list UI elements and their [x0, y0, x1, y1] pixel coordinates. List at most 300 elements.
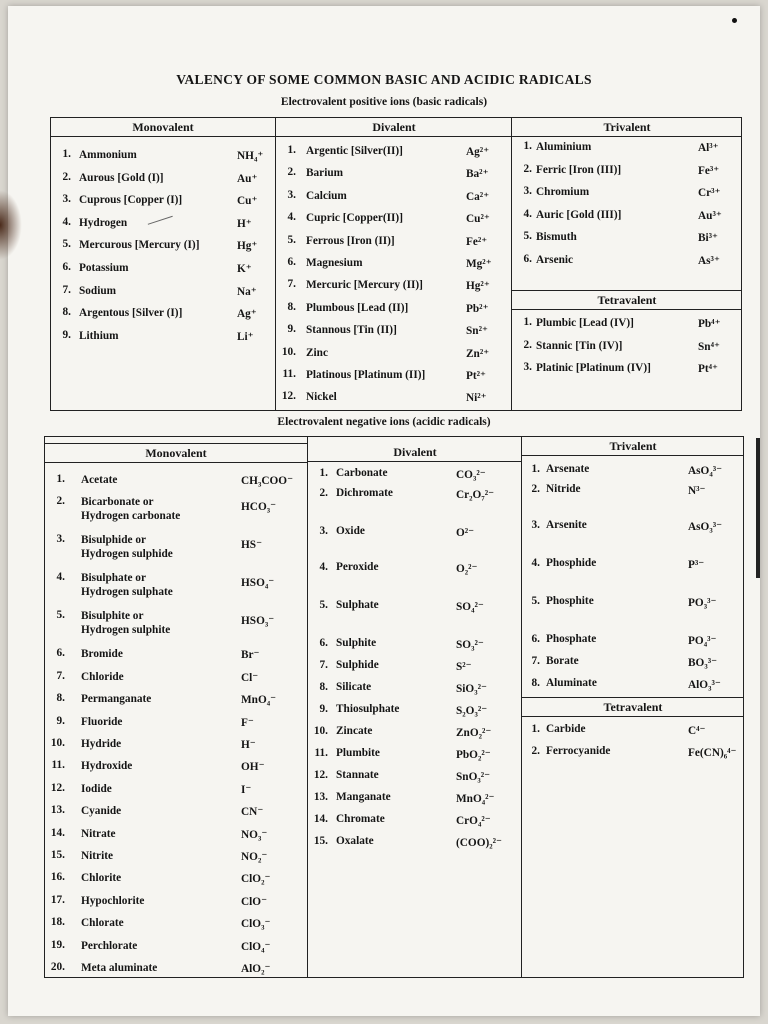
row-number: 4. [287, 211, 296, 224]
table-row [51, 329, 275, 352]
ion-name [79, 329, 119, 343]
row-number: 8. [287, 300, 296, 313]
ion-formula: Sn⁴⁺ [698, 340, 720, 353]
row-number: 7. [62, 283, 71, 296]
row-number: 11. [282, 368, 296, 380]
row-number: 4. [531, 557, 540, 569]
ion-name-line: Nitrate [81, 827, 116, 840]
ion-name-line: Stannic [Tin (IV)] [536, 339, 623, 352]
table-row [308, 487, 522, 507]
ion-name: Sulphite [336, 637, 377, 649]
ion-name-line: Perchlorate [81, 939, 138, 952]
ion-name [536, 140, 591, 154]
row-number: 5. [56, 609, 65, 622]
ion-name: Aluminate [546, 677, 597, 689]
table-row [308, 835, 522, 855]
row-number: 1. [531, 463, 540, 475]
row-number: 2. [62, 170, 71, 183]
ion-name: Stannate [336, 769, 379, 781]
ion-name [536, 316, 634, 330]
ion-formula: Na⁺ [237, 285, 257, 298]
ion-name-line: Fluoride [81, 715, 123, 728]
row-number: 11. [51, 759, 65, 772]
row-number: 3. [62, 193, 71, 206]
ion-name [536, 185, 589, 199]
ion-name: Carbide [546, 723, 586, 735]
ion-name-line: Auric [Gold (III)] [536, 208, 622, 221]
ion-name [536, 230, 577, 244]
row-number: 5. [531, 595, 540, 607]
table-row [276, 256, 512, 278]
ion-formula: Bi³⁺ [698, 232, 719, 245]
table-row [45, 827, 307, 849]
ion-name: Arsenite [546, 519, 587, 531]
ion-name: Sulphate [336, 599, 379, 611]
row-number: 10. [313, 725, 328, 737]
table-row [45, 571, 307, 609]
ion-formula: ClO⁻ [241, 895, 268, 908]
ion-name [306, 278, 423, 292]
table-row [512, 140, 742, 163]
ion-formula: MnO₄⁻ [241, 694, 277, 707]
negative-ions-subtitle: Electrovalent negative ions (acidic radicals) [277, 416, 491, 428]
row-number: 12. [281, 390, 296, 403]
table-row [45, 715, 307, 737]
row-number: 8. [62, 306, 71, 319]
table-row [276, 144, 512, 166]
ion-name-line: Ferrous [Iron (II)] [306, 234, 395, 247]
ion-formula: Pt²⁺ [466, 370, 487, 382]
ion-name: Ferrocyanide [546, 745, 611, 757]
ion-formula: CN⁻ [241, 806, 264, 819]
ion-formula: SO₄²⁻ [456, 601, 484, 613]
ion-name: Phosphate [546, 633, 597, 645]
row-number: 8. [531, 677, 540, 689]
table-row [522, 745, 744, 765]
ion-formula: S²⁻ [456, 661, 472, 673]
row-number: 1. [287, 144, 296, 156]
ion-name [81, 533, 173, 561]
ion-name-line: Bismuth [536, 231, 577, 244]
table-row [308, 659, 522, 679]
ion-name-line: Chlorite [81, 872, 122, 885]
ion-name [536, 361, 651, 375]
table-row [51, 306, 275, 329]
ion-name-line: Arsenic [536, 254, 574, 266]
table-row [45, 759, 307, 781]
row-number: 10. [281, 345, 296, 358]
ion-formula: ClO₄⁻ [241, 940, 271, 953]
page-shadow [0, 190, 22, 260]
row-number: 1. [56, 473, 65, 485]
ion-name [81, 692, 151, 706]
page-title: VALENCY OF SOME COMMON BASIC AND ACIDIC RADICALS [176, 72, 592, 87]
positive-ions-subtitle: Electrovalent positive ions (basic radicals) [280, 96, 488, 108]
table-row [308, 599, 522, 619]
ion-formula: Cu²⁺ [466, 213, 490, 226]
ion-name [536, 339, 622, 353]
ion-name-line: Permanganate [81, 693, 152, 706]
table-row [512, 339, 742, 362]
ion-name-line: Cupric [Copper(II)] [306, 212, 403, 225]
row-number: 3. [56, 533, 65, 546]
ink-dot [732, 18, 737, 23]
column-heading: Monovalent [45, 443, 307, 463]
ion-formula: F⁻ [241, 716, 254, 729]
ion-formula: Ag²⁺ [466, 146, 490, 158]
ion-formula: (COO)₂²⁻ [456, 837, 502, 849]
positive-ions-table [50, 117, 742, 411]
ion-name [306, 166, 343, 180]
ion-name-line: Stannous [Tin (II)] [306, 324, 397, 337]
ion-formula: Hg²⁺ [466, 280, 490, 293]
ion-name [81, 670, 124, 684]
ion-name-line: Cuprous [Copper (I)] [79, 194, 183, 207]
positive-trivalent-column [511, 118, 742, 410]
ion-name [79, 261, 129, 275]
row-number: 5. [287, 233, 296, 246]
ion-name [306, 234, 395, 248]
ion-formula: O₂²⁻ [456, 563, 478, 575]
table-row [512, 163, 742, 186]
ion-name [81, 804, 121, 818]
row-number: 8. [319, 681, 328, 693]
table-row [45, 804, 307, 826]
table-row [308, 813, 522, 833]
ion-name-line: Nickel [306, 391, 337, 404]
ion-name: Carbonate [336, 467, 388, 479]
ion-name-line: Argentic [Silver(II)] [306, 145, 403, 157]
table-row [522, 519, 744, 539]
ion-name-line: Bisulphite or [81, 610, 144, 623]
table-row [45, 939, 307, 961]
table-row [45, 647, 307, 669]
row-number: 2. [523, 338, 532, 351]
ion-formula: Sn²⁺ [466, 325, 488, 338]
ion-name [81, 939, 137, 953]
ion-name: Dichromate [336, 487, 393, 499]
table-row [522, 677, 744, 697]
row-number: 7. [531, 655, 540, 667]
table-row [45, 533, 307, 571]
ion-name [81, 916, 124, 930]
ion-name: Silicate [336, 681, 372, 693]
ion-formula: O²⁻ [456, 527, 475, 539]
table-row [276, 346, 512, 368]
ion-name-line: Hydrogen carbonate [81, 510, 181, 523]
ion-name [81, 715, 122, 729]
ion-name-line: Chromium [536, 186, 590, 199]
ion-formula: HCO₃⁻ [241, 501, 277, 514]
row-number: 2. [56, 495, 65, 508]
table-row [308, 681, 522, 701]
ion-formula: Au⁺ [237, 172, 258, 185]
ion-name [79, 148, 137, 162]
ion-name [79, 171, 164, 185]
ion-formula: Pt⁴⁺ [698, 363, 719, 376]
ion-name-line: Iodide [81, 782, 112, 795]
row-number: 14. [50, 826, 65, 839]
ion-name-line: Hydride [81, 738, 122, 750]
ion-name-line: Acetate [81, 474, 118, 486]
ion-name [81, 571, 173, 599]
row-number: 8. [56, 692, 65, 705]
negative-ions-table [44, 436, 744, 978]
table-row [276, 390, 512, 412]
table-row [51, 261, 275, 284]
ion-formula: Cu⁺ [237, 195, 258, 208]
ion-formula: Fe³⁺ [698, 164, 720, 177]
ion-name-line: Hydrogen [79, 216, 128, 229]
row-number: 6. [319, 637, 328, 649]
row-number: 4. [319, 561, 328, 573]
table-row [45, 737, 307, 759]
ion-formula: HS⁻ [241, 539, 263, 552]
column-heading: Trivalent [512, 118, 742, 137]
ion-formula: Pb²⁺ [466, 302, 489, 315]
row-number: 6. [62, 261, 71, 273]
column-heading: Trivalent [522, 437, 744, 456]
table-row [45, 871, 307, 893]
ion-name-line: Bicarbonate or [81, 496, 154, 509]
row-number: 2. [523, 162, 532, 175]
ion-formula: Hg⁺ [237, 240, 258, 253]
table-row [45, 894, 307, 916]
row-number: 11. [314, 747, 328, 759]
ion-name-line: Lithium [79, 329, 119, 342]
row-number: 2. [531, 483, 540, 495]
row-number: 9. [319, 703, 328, 715]
ion-name [306, 301, 408, 315]
row-number: 2. [531, 745, 540, 757]
table-row [522, 595, 744, 615]
ion-name: Oxalate [336, 835, 374, 847]
ion-formula: PO₄³⁻ [688, 635, 717, 647]
ion-formula: Fe²⁺ [466, 235, 488, 248]
ion-name [81, 849, 113, 863]
row-number: 14. [313, 813, 328, 825]
row-number: 1. [531, 723, 540, 735]
ion-formula: HSO₃⁻ [241, 615, 275, 628]
ion-name [81, 647, 123, 661]
ion-name [306, 144, 403, 158]
table-row [308, 791, 522, 811]
ion-formula: NO₃⁻ [241, 828, 268, 841]
table-row [45, 495, 307, 533]
ion-name: Chromate [336, 813, 385, 825]
table-row [522, 483, 744, 503]
ion-name-line: Plumbous [Lead (II)] [306, 301, 409, 314]
ion-formula: CH₃COO⁻ [241, 475, 294, 487]
ion-name-line: Meta aluminate [81, 962, 158, 974]
row-number: 2. [319, 487, 328, 499]
ion-name-line: Potassium [79, 262, 129, 274]
ion-formula: H⁻ [241, 739, 256, 751]
table-row [512, 208, 742, 231]
ion-formula: PbO₂²⁻ [456, 749, 491, 761]
ion-name [81, 782, 112, 796]
row-number: 5. [62, 238, 71, 251]
ion-formula: H⁺ [237, 217, 252, 230]
table-row [45, 692, 307, 714]
row-number: 13. [313, 791, 328, 803]
ion-name-line: Bisulphate or [81, 572, 146, 585]
ion-formula: AsO₃³⁻ [688, 521, 723, 533]
ion-name-line: Calcium [306, 189, 347, 202]
ion-name-line: Hydrogen sulphide [81, 548, 173, 561]
ion-formula: N³⁻ [688, 485, 706, 497]
ion-name [306, 256, 363, 270]
ion-name [306, 211, 403, 225]
ion-name: Oxide [336, 525, 365, 537]
row-number: 15. [313, 835, 328, 847]
ion-formula: Mg²⁺ [466, 258, 492, 270]
row-number: 9. [287, 323, 296, 336]
ion-name-line: Hydroxide [81, 760, 133, 773]
ion-formula: AlO₂⁻ [241, 963, 271, 975]
negative-trivalent-column [521, 437, 744, 977]
ion-formula: PO₃³⁻ [688, 597, 717, 609]
table-row [308, 725, 522, 745]
ion-name [81, 609, 170, 637]
table-row [308, 769, 522, 789]
column-heading: Divalent [308, 443, 522, 462]
row-number: 7. [319, 659, 328, 671]
row-number: 6. [287, 256, 296, 268]
table-row [276, 234, 512, 256]
ion-formula: S₂O₃²⁻ [456, 705, 488, 717]
table-row [522, 655, 744, 675]
row-number: 4. [62, 215, 71, 228]
ion-formula: Cl⁻ [241, 671, 259, 684]
row-number: 6. [531, 633, 540, 645]
ion-formula: As³⁺ [698, 255, 720, 267]
table-row [512, 316, 742, 339]
ion-formula: HSO₄⁻ [241, 577, 275, 590]
ion-name [81, 473, 117, 487]
ion-formula: I⁻ [241, 783, 252, 796]
row-number: 17. [50, 893, 65, 906]
row-number: 16. [50, 871, 65, 884]
ion-name-line: Hydrogen sulphite [81, 624, 171, 637]
column-heading: Monovalent [51, 118, 275, 137]
row-number: 6. [523, 253, 532, 265]
table-row [308, 525, 522, 545]
ion-name-line: Argentous [Silver (I)] [79, 307, 183, 320]
row-number: 20. [50, 961, 65, 973]
ion-formula: ZnO₂²⁻ [456, 727, 492, 739]
ion-formula: ClO₂⁻ [241, 873, 271, 886]
table-row [276, 368, 512, 390]
ion-name: Sulphide [336, 659, 379, 671]
ion-name: Manganate [336, 791, 391, 803]
column-heading: Divalent [276, 118, 512, 137]
row-number: 4. [523, 207, 532, 220]
row-number: 1. [523, 140, 532, 152]
table-row [45, 849, 307, 871]
ion-formula: MnO₄²⁻ [456, 793, 495, 805]
ion-name [81, 894, 144, 908]
table-row [276, 278, 512, 300]
ion-formula: Cr³⁺ [698, 187, 721, 200]
table-row [45, 916, 307, 938]
ion-formula: Pb⁴⁺ [698, 318, 721, 330]
row-number: 19. [50, 938, 65, 951]
row-number: 6. [56, 647, 65, 660]
ion-formula: K⁺ [237, 263, 252, 275]
row-number: 1. [523, 316, 532, 328]
ion-name [536, 208, 621, 222]
ion-formula: NO₂⁻ [241, 851, 268, 863]
ion-name-line: Barium [306, 167, 344, 180]
row-number: 1. [62, 148, 71, 160]
ion-formula: Fe(CN)₆⁴⁻ [688, 747, 737, 759]
ion-formula: Cr₂O₇²⁻ [456, 489, 495, 501]
table-row [522, 633, 744, 653]
ion-formula: Ba²⁺ [466, 168, 489, 181]
ion-name [536, 253, 573, 267]
ion-name-line: Plumbic [Lead (IV)] [536, 317, 634, 329]
ion-name-line: Hypochlorite [81, 894, 145, 907]
ion-name-line: Bromide [81, 648, 123, 661]
ion-formula: NH₄⁺ [237, 150, 264, 162]
ion-name [81, 495, 180, 523]
ion-formula: C⁴⁻ [688, 725, 706, 737]
ion-formula: Li⁺ [237, 330, 254, 343]
ion-formula: AlO₃³⁻ [688, 679, 721, 691]
table-row [51, 284, 275, 307]
table-row [45, 961, 307, 983]
ion-name-line: Platinous [Platinum (II)] [306, 369, 426, 381]
ion-name-line: Bisulphide or [81, 534, 146, 547]
ion-formula: Br⁻ [241, 649, 260, 662]
ion-name [306, 390, 337, 404]
ion-name [81, 759, 132, 773]
ion-name [306, 189, 347, 203]
ion-name-line: Mercuric [Mercury (II)] [306, 279, 423, 292]
ion-name: Thiosulphate [336, 703, 400, 715]
ion-name [306, 346, 328, 360]
ion-formula: BO₃³⁻ [688, 657, 718, 669]
ion-formula: Ag⁺ [237, 308, 257, 321]
ion-name [79, 216, 127, 230]
row-number: 12. [50, 781, 65, 794]
positive-divalent-column [275, 118, 512, 410]
table-row [276, 301, 512, 323]
table-row [308, 747, 522, 767]
ion-name-line: Sodium [79, 284, 117, 297]
ion-name [81, 871, 121, 885]
row-number: 3. [523, 361, 532, 374]
ion-name-line: Aurous [Gold (I)] [79, 171, 164, 184]
ion-formula: SiO₃²⁻ [456, 683, 487, 695]
ion-formula: OH⁻ [241, 761, 265, 774]
ion-name: Plumbite [336, 747, 380, 759]
table-row [45, 473, 307, 495]
ion-formula: AsO₄³⁻ [688, 465, 723, 477]
table-row [308, 637, 522, 657]
margin-pen-mark [756, 438, 760, 578]
table-row [512, 361, 742, 384]
table-row [522, 723, 744, 743]
table-row [512, 253, 742, 276]
ion-name [79, 193, 182, 207]
ion-name [79, 284, 116, 298]
negative-divalent-column [307, 437, 522, 977]
row-number: 3. [287, 188, 296, 201]
table-row [45, 782, 307, 804]
table-row [45, 670, 307, 692]
